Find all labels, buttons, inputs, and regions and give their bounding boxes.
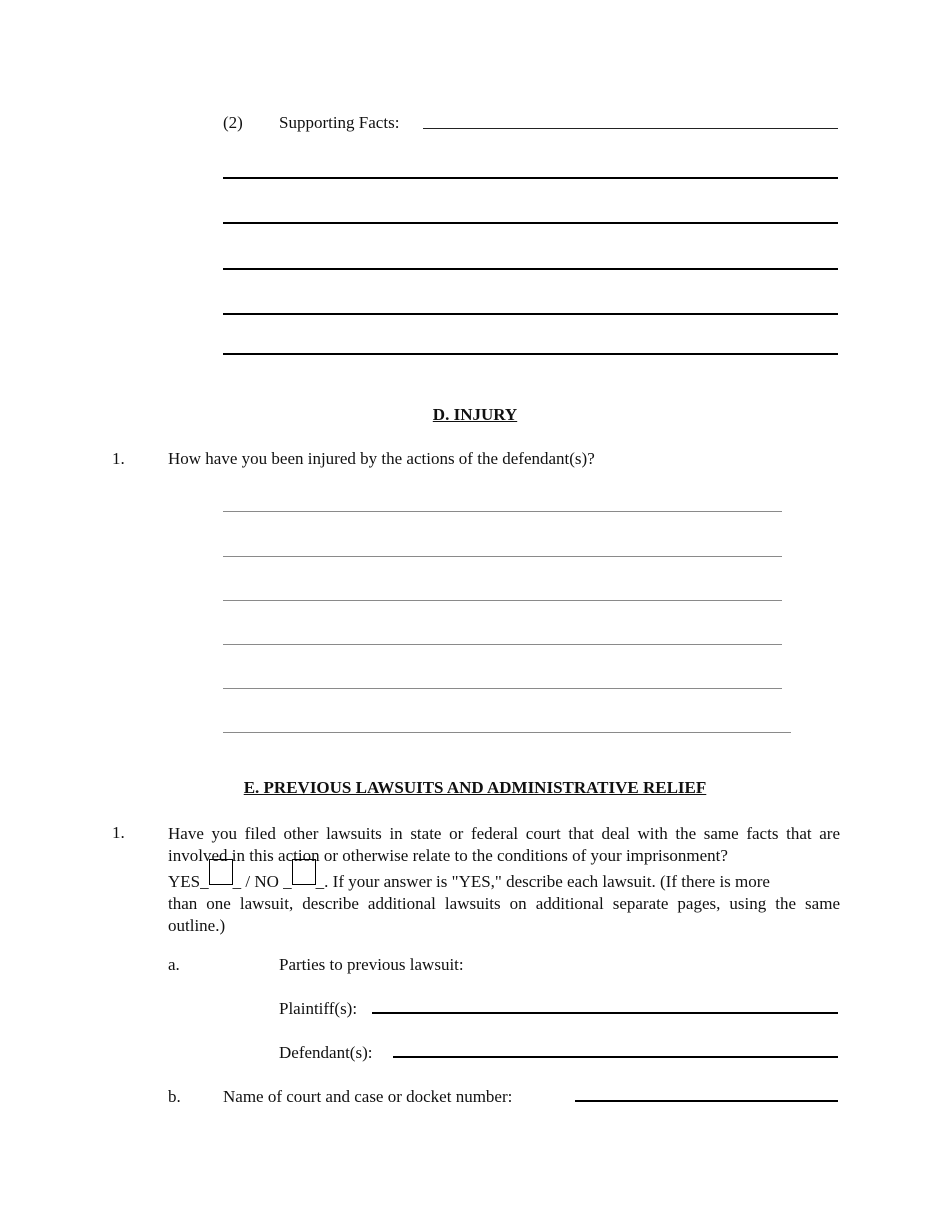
- court-docket-label: Name of court and case or docket number:: [223, 1087, 513, 1106]
- parties-label: Parties to previous lawsuit:: [279, 955, 464, 974]
- supporting-facts-line[interactable]: [223, 268, 838, 270]
- section-d-heading: D. INJURY: [432, 405, 518, 424]
- previous-lawsuits-question: [168, 823, 840, 937]
- plaintiffs-label: Plaintiff(s):: [279, 999, 358, 1018]
- yes-no-line: YES_ _ / NO _ _. If your answer is "YES," describe each lawsuit. (If there is more: [168, 867, 840, 893]
- supporting-facts-label: Supporting Facts:: [279, 113, 400, 132]
- no-checkbox[interactable]: [292, 859, 316, 885]
- defendants-label: Defendant(s):: [279, 1043, 373, 1062]
- yes-label: YES: [168, 872, 201, 891]
- injury-answer-line[interactable]: [223, 688, 782, 689]
- no-label: / NO: [245, 872, 279, 891]
- question-line: than one lawsuit, describe additional lawsuits on additional separate pages, using the same: [168, 894, 840, 913]
- item-number: (2): [223, 113, 243, 132]
- plaintiffs-field[interactable]: [372, 1012, 838, 1014]
- question-line: Have you filed other lawsuits in state or federal court that deal with the same facts that are: [168, 824, 840, 843]
- section-e-heading: E. PREVIOUS LAWSUITS AND ADMINISTRATIVE RELIEF: [243, 778, 707, 797]
- injury-answer-line[interactable]: [223, 511, 782, 512]
- question-number: 1.: [112, 449, 125, 468]
- supporting-facts-line[interactable]: [223, 222, 838, 224]
- question-line: outline.): [168, 916, 226, 935]
- court-docket-field[interactable]: [575, 1100, 838, 1102]
- supporting-facts-line[interactable]: [223, 313, 838, 315]
- injury-answer-line[interactable]: [223, 732, 791, 733]
- defendants-field[interactable]: [393, 1056, 838, 1058]
- supporting-facts-line[interactable]: [223, 177, 838, 179]
- item-letter: b.: [168, 1087, 181, 1106]
- injury-question: How have you been injured by the actions of the defendant(s)?: [168, 449, 595, 468]
- yes-checkbox[interactable]: [209, 859, 233, 885]
- item-letter: a.: [168, 955, 180, 974]
- injury-answer-line[interactable]: [223, 600, 782, 601]
- question-number: 1.: [112, 823, 125, 842]
- supporting-facts-line[interactable]: [223, 353, 838, 355]
- injury-answer-line[interactable]: [223, 644, 782, 645]
- injury-answer-line[interactable]: [223, 556, 782, 557]
- yes-no-instruction: . If your answer is "YES," describe each lawsuit. (If there is more: [324, 872, 770, 891]
- question-line: involved in this action or otherwise relate to the conditions of your imprisonment?: [168, 846, 728, 865]
- supporting-facts-field[interactable]: [423, 128, 838, 129]
